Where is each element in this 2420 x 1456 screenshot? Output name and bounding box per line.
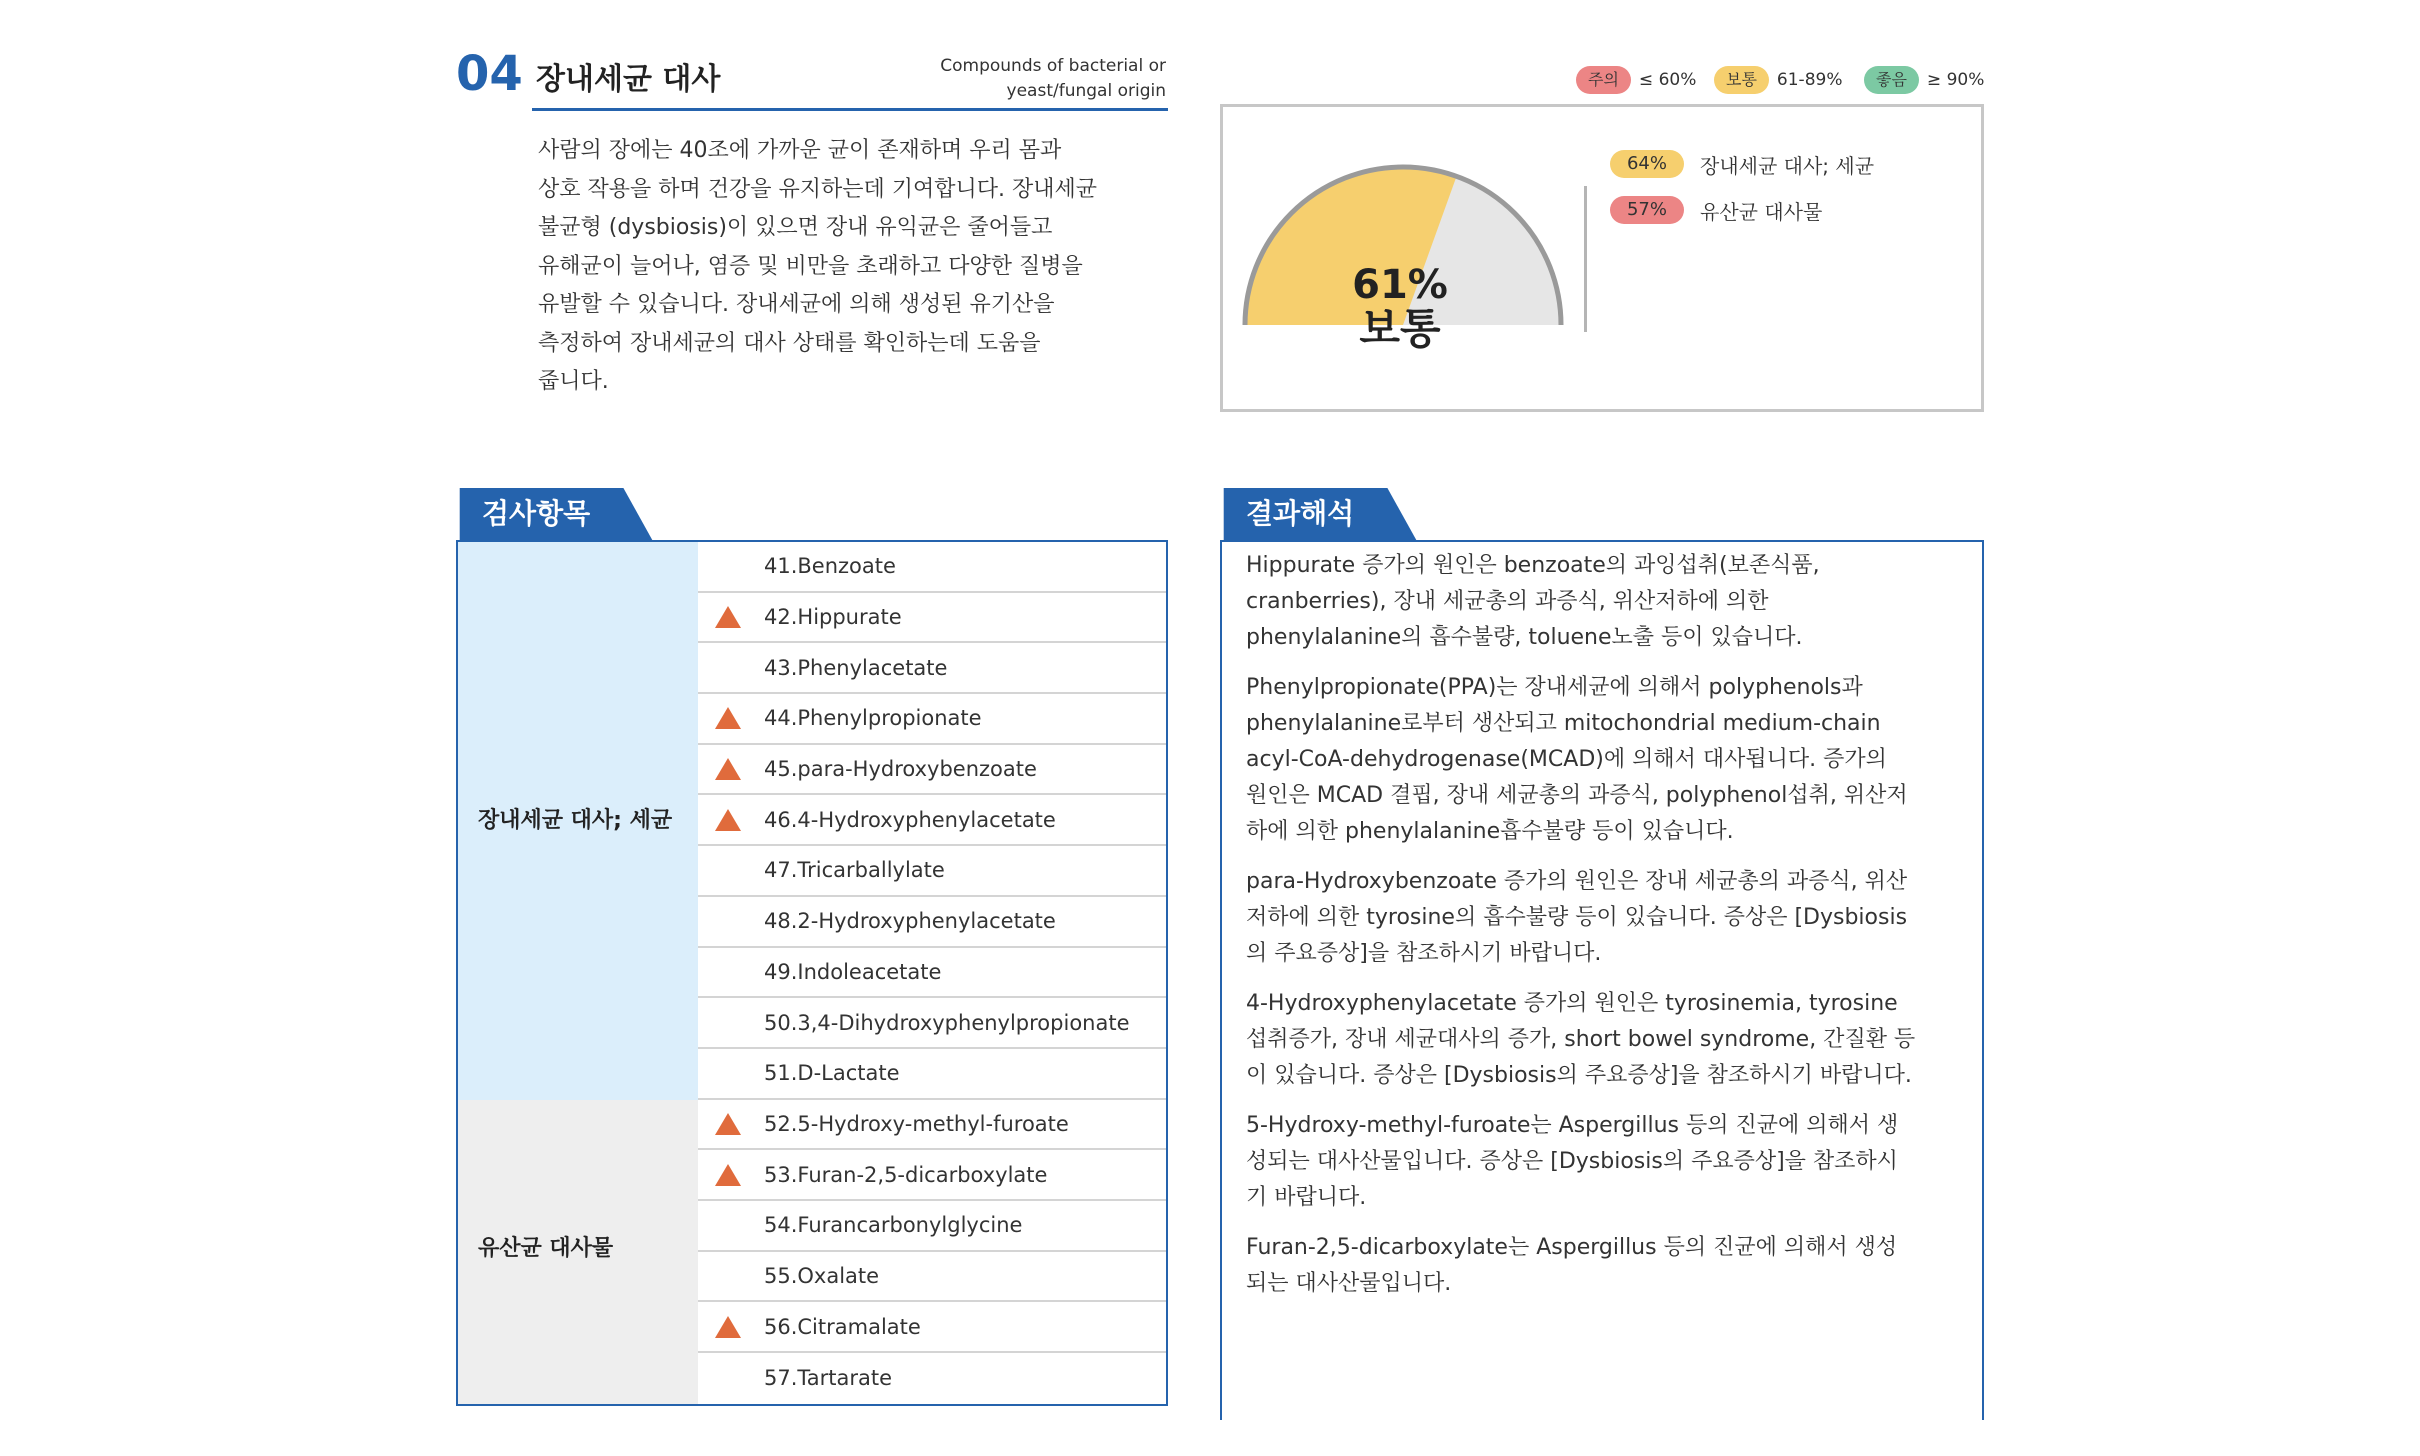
interpretation-paragraph <box>1246 1230 1976 1302</box>
category-label-bacteria: 장내세균 대사; 세균 <box>478 808 673 833</box>
gauge-percent: 61% <box>1352 262 1448 308</box>
legend-good-pill: 좋음 <box>1864 66 1919 94</box>
intro-line: 유해균이 늘어나, 염증 및 비만을 초래하고 다양한 질병을 <box>538 253 1083 279</box>
interpretation-paragraph <box>1246 864 1976 972</box>
test-item-name: 41.Benzoate <box>764 554 896 579</box>
section-subtitle-line: yeast/fungal origin <box>1006 81 1166 101</box>
test-item-name: 45.para-Hydroxybenzoate <box>764 757 1037 782</box>
interpretation-paragraph <box>1246 670 1976 850</box>
interpretation-line: 저하에 의한 tyrosine의 흡수불량 등이 있습니다. 증상은 [Dysbiosis <box>1246 905 1908 930</box>
legend-caution-pill: 주의 <box>1576 66 1631 94</box>
title-rule <box>532 108 1168 111</box>
summary-pct-pill: 64% <box>1610 150 1684 178</box>
section-subtitle <box>900 54 1166 104</box>
test-item-name: 55.Oxalate <box>764 1263 880 1288</box>
tab-interpretation: 결과해석 <box>1246 497 1355 530</box>
intro-line: 불균형 (dysbiosis)이 있으면 장내 유익균은 줄어들고 <box>538 215 1053 240</box>
section-number: 04 <box>456 46 523 102</box>
test-item-name: 42.Hippurate <box>764 605 902 630</box>
intro-line: 유발할 수 있습니다. 장내세균에 의해 생성된 유기산을 <box>538 292 1055 317</box>
legend-normal-pill: 보통 <box>1714 66 1769 94</box>
interpretation-line: 의 주요증상]을 참조하시기 바랍니다. <box>1246 941 1602 966</box>
interpretation-line: 4-Hydroxyphenylacetate 증가의 원인은 tyrosinemia, tyrosine <box>1246 991 1898 1016</box>
interpretation-paragraph <box>1246 1108 1976 1216</box>
category-label-lactobacillus: 유산균 대사물 <box>478 1236 614 1261</box>
test-items-table <box>456 540 1168 1406</box>
test-item-name: 53.Furan-2,5-dicarboxylate <box>764 1162 1048 1187</box>
interpretation-line: 이 있습니다. 증상은 [Dysbiosis의 주요증상]을 참조하시기 바랍니다. <box>1246 1063 1912 1088</box>
interpretation-line: Furan-2,5-dicarboxylate는 Aspergillus 등의 진균에 의해서 생성 <box>1246 1235 1898 1260</box>
test-item-name: 49.Indoleacetate <box>764 959 942 984</box>
test-item-name: 44.Phenylpropionate <box>764 706 982 731</box>
section-title: 장내세균 대사 <box>536 62 721 97</box>
test-item-name: 43.Phenylacetate <box>764 655 948 680</box>
interpretation-line: 5-Hydroxy-methyl-furoate는 Aspergillus 등의 진균에 의해서 생 <box>1246 1113 1899 1138</box>
test-item-name: 51.D-Lactate <box>764 1061 900 1086</box>
test-item-name: 46.4-Hydroxyphenylacetate <box>764 807 1056 832</box>
legend-normal-range: 61-89% <box>1776 70 1843 90</box>
legend-normal <box>1714 64 1842 96</box>
test-item-name: 57.Tartarate <box>764 1366 893 1391</box>
interpretation-paragraph <box>1246 986 1976 1094</box>
section-subtitle-line: Compounds of bacterial or <box>940 56 1166 76</box>
interpretation-line: 되는 대사산물입니다. <box>1246 1271 1452 1296</box>
legend-caution <box>1576 64 1696 96</box>
legend-good <box>1864 64 1984 96</box>
test-item-name: 48.2-Hydroxyphenylacetate <box>764 909 1056 934</box>
tab-test-items: 검사항목 <box>482 497 591 530</box>
intro-line: 줍니다. <box>538 369 609 394</box>
intro-line: 상호 작용을 하며 건강을 유지하는데 기여합니다. 장내세균 <box>538 176 1098 202</box>
interpretation-line: 하에 의한 phenylalanine흡수불량 등이 있습니다. <box>1246 819 1734 844</box>
interpretation-paragraph <box>1246 548 1976 656</box>
gauge-status: 보통 <box>1359 304 1441 353</box>
panel-divider <box>1584 186 1587 332</box>
interpretation-line: 섭취증가, 장내 세균대사의 증가, short bowel syndrome, 간질환 등 <box>1246 1027 1916 1052</box>
intro-text <box>538 132 1158 402</box>
interpretation-line: Phenylpropionate(PPA)는 장내세균에 의해서 polyphenols과 <box>1246 675 1863 700</box>
interpretation-line: Hippurate 증가의 원인은 benzoate의 과잉섭취(보존식품, <box>1246 553 1820 578</box>
interpretation-line: phenylalanine의 흡수불량, toluene노출 등이 있습니다. <box>1246 625 1803 650</box>
summary-row-lactobacillus <box>1610 194 1822 226</box>
summary-label: 장내세균 대사; 세균 <box>1700 153 1875 178</box>
interpretation-line: phenylalanine로부터 생산되고 mitochondrial medium-chain <box>1246 711 1881 736</box>
test-item-name: 47.Tricarballylate <box>764 858 945 883</box>
intro-line: 측정하여 장내세균의 대사 상태를 확인하는데 도움을 <box>538 330 1041 356</box>
legend-caution-range: ≤ 60% <box>1638 70 1697 90</box>
intro-line: 사람의 장에는 40조에 가까운 균이 존재하며 우리 몸과 <box>538 138 1062 163</box>
interpretation-line: cranberries), 장내 세균총의 과증식, 위산저하에 의한 <box>1246 589 1769 614</box>
test-item-name: 54.Furancarbonylglycine <box>764 1213 1023 1238</box>
test-item-name: 56.Citramalate <box>764 1314 921 1339</box>
test-item-name: 52.5-Hydroxy-methyl-furoate <box>764 1111 1069 1136</box>
test-item-name: 50.3,4-Dihydroxyphenylpropionate <box>764 1010 1130 1035</box>
summary-row-bacteria <box>1610 148 1874 180</box>
interpretation-line: 기 바랍니다. <box>1246 1185 1367 1210</box>
interpretation-line: 원인은 MCAD 결핍, 장내 세균총의 과증식, polyphenol섭취, 위산저 <box>1246 783 1908 808</box>
interpretation-line: acyl-CoA-dehydrogenase(MCAD)에 의해서 대사됩니다. 증가의 <box>1246 747 1887 772</box>
summary-label: 유산균 대사물 <box>1700 199 1823 224</box>
summary-pct-pill: 57% <box>1610 196 1684 224</box>
interpretation-line: 성되는 대사산물입니다. 증상은 [Dysbiosis의 주요증상]을 참조하시 <box>1246 1149 1898 1174</box>
legend-good-range: ≥ 90% <box>1926 70 1985 90</box>
interpretation-line: para-Hydroxybenzoate 증가의 원인은 장내 세균총의 과증식, 위산 <box>1246 869 1908 894</box>
